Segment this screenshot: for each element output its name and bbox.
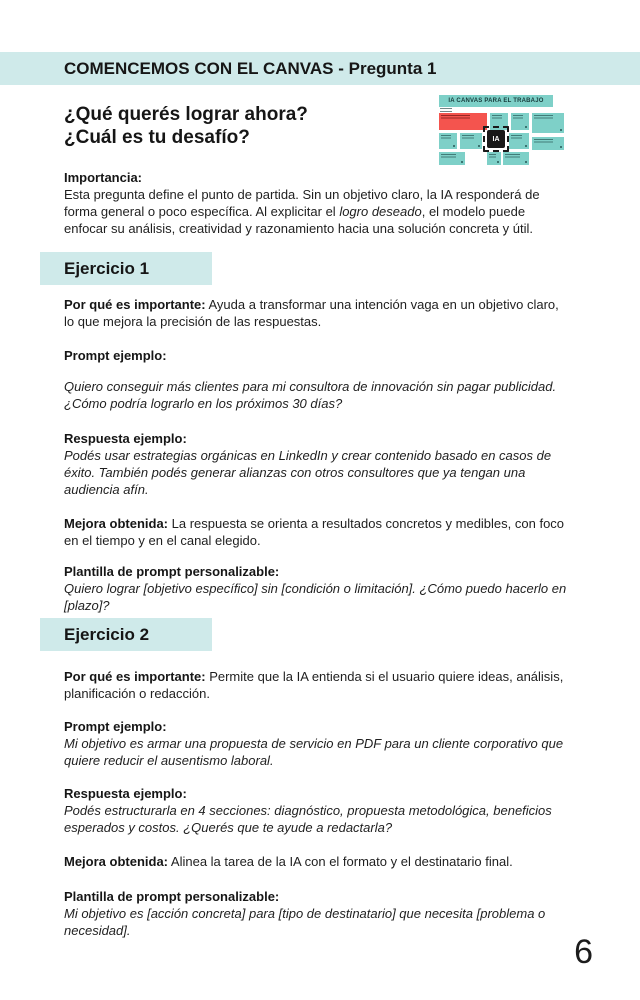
e2-porque-paragraph: [64, 668, 569, 702]
e2-plantilla-label: Plantilla de prompt personalizable:: [64, 889, 280, 904]
importancia-text-before: Esta pregunta define el punto de partida. Sin un objetivo claro, la IA responderá de forma general o poco específica. Al explicitar el: [64, 187, 540, 219]
section-heading-ejercicio-1: [40, 252, 212, 285]
e1-prompt-text: Quiero conseguir más clientes para mi consultora de innovación sin pagar publicidad. ¿Cómo podría lograrlo en los próximos 30 días?: [64, 379, 557, 411]
page-header-title: COMENCEMOS CON EL CANVAS - Pregunta 1: [64, 58, 437, 78]
page-title-line2: ¿Cuál es tu desafío?: [64, 127, 250, 148]
page-title-line1: ¿Qué querés lograr ahora?: [64, 104, 308, 125]
e1-mejora-label: Mejora obtenida:: [64, 516, 169, 531]
e2-mejora-text: Alinea la tarea de la IA con el formato y el destinatario final.: [170, 854, 513, 869]
section-heading-ejercicio-2: [40, 618, 212, 651]
e1-mejora-text: La respuesta se orienta a resultados concretos y medibles, con foco en el tiempo y en el canal elegido.: [64, 516, 565, 548]
e1-mejora-paragraph: [64, 515, 569, 549]
ejercicio-1-heading-label: Ejercicio 1: [64, 258, 150, 278]
e1-porque-label: Por qué es importante:: [64, 297, 206, 312]
e1-plantilla-text: Quiero lograr [objetivo específico] sin [condición o limitación]. ¿Cómo puedo hacerlo en [plazo]?: [64, 581, 567, 613]
e2-plantilla-text: Mi objetivo es [acción concreta] para [tipo de destinatario] que necesita [problema o necesidad].: [64, 906, 546, 938]
importancia-text-italic: logro deseado: [339, 204, 422, 219]
e1-porque-paragraph: [64, 296, 569, 330]
e1-prompt-label: Prompt ejemplo:: [64, 348, 167, 363]
page-header-band: [0, 52, 640, 85]
page-body: [64, 105, 569, 939]
ia-chip-icon: IA: [487, 130, 505, 148]
e2-prompt-label: Prompt ejemplo:: [64, 719, 167, 734]
e2-respuesta-label: Respuesta ejemplo:: [64, 786, 187, 801]
canvas-title-bar: IA CANVAS PARA EL TRABAJO: [439, 95, 553, 107]
e2-mejora-label: Mejora obtenida:: [64, 854, 169, 869]
e1-respuesta-label: Respuesta ejemplo:: [64, 431, 187, 446]
ejercicio-2-heading-label: Ejercicio 2: [64, 624, 150, 644]
importancia-label: Importancia:: [64, 170, 143, 185]
e2-prompt-text: Mi objetivo es armar una propuesta de servicio en PDF para un cliente corporativo que quiere reducir el ausentismo laboral.: [64, 736, 564, 768]
importancia-paragraph: [64, 169, 569, 237]
e1-respuesta-text: Podés usar estrategias orgánicas en LinkedIn y crear contenido basado en casos de éxito. También podés generar alianzas con otros consultores que ya tengan una audiencia afín.: [64, 448, 552, 497]
e2-respuesta-text: Podés estructurarla en 4 secciones: diagnóstico, propuesta metodológica, beneficios esperados y costos. ¿Querés que te ayude a redactarla?: [64, 803, 552, 835]
e2-porque-label: Por qué es importante:: [64, 669, 206, 684]
importancia-text-after: , el modelo puede enfocar su análisis, creatividad y razonamiento hacia una solución concreta y útil.: [64, 204, 533, 236]
e1-plantilla-label: Plantilla de prompt personalizable:: [64, 564, 280, 579]
e2-porque-text: Permite que la IA entienda si el usuario quiere ideas, análisis, planificación o redacción.: [64, 669, 564, 701]
e1-porque-text: Ayuda a transformar una intención vaga en un objetivo claro, lo que mejora la precisión de las respuestas.: [64, 297, 559, 329]
page-number: 6: [574, 933, 593, 971]
e2-mejora-paragraph: [64, 853, 569, 870]
